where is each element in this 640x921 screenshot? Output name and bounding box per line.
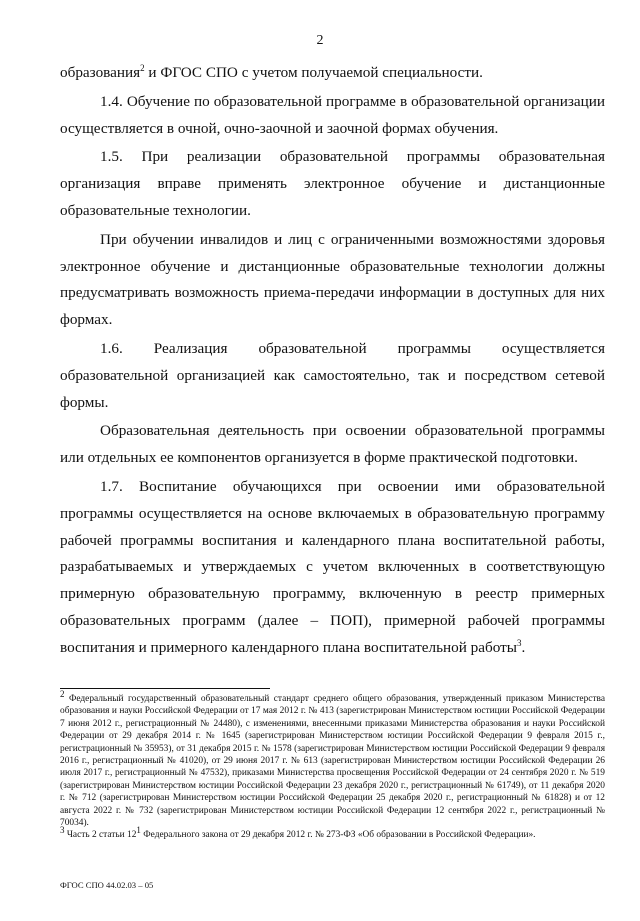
- paragraph: 1.6. Реализация образовательной программы осуществляется образовательной организацией как самостоятельно, так и посредством сетевой формы.: [60, 339, 605, 411]
- footnote: $^2$ Федеральный государственный образовательный стандарт среднего общего образования, утвержденный приказом Министерства образования и науки Российской Федерации от 17 мая 2012 г. № 413 (зарегистрирован Министерством юстиции Российской Федерации 7 июня 2012 г., регистрационный № 24480), с изменениями, внесенными приказами Министерства образования и науки Российской Федерации от 29 декабря 2014 г. № 1645 (зарегистрирован Министерством юстиции Российской Федерации 9 февраля 2015 г., регистрационный № 35953), от 31 декабря 2015 г. № 1578 (зарегистрирован Министерством юстиции Российской Федерации 9 февраля 2016 г., регистрационный № 41020), от 29 июня 2017 г. № 613 (зарегистрирован Министерством юстиции Российской Федерации 26 июля 2017 г., регистрационный № 47532), приказами Министерства просвещения Российской Федерации от 24 сентября 2020 г. № 519 (зарегистрирован Министерством юстиции Российской Федерации 23 декабря 2020 г., регистрационный № 61749), от 11 декабря 2020 г. № 712 (зарегистрирован Министерством юстиции Российской Федерации 25 декабря 2020 г., регистрационный № 61828) и от 12 августа 2022 г. № 732 (зарегистрирован Министерством юстиции Российской Федерации 12 сентября 2022 г., регистрационный № 70034).: [60, 688, 605, 829]
- paragraph: При обучении инвалидов и лиц с ограниченными возможностями здоровья электронное обучение и дистанционные образовательные технологии должны предусматривать возможность приема-передачи информации в доступных для них формах.: [60, 230, 605, 329]
- footnote-ref: 3: [516, 637, 522, 648]
- footnote: $^3$ Часть 2 статьи $12^1$ Федерального закона от 29 декабря 2012 г. № 273-ФЗ «Об образовании в Российской Федерации».: [60, 825, 536, 841]
- paragraph: Образовательная деятельность при освоении образовательной программы или отдельных ее компонентов организуется в форме практической подготовки.: [60, 422, 605, 467]
- page-number: 2: [316, 33, 324, 48]
- paragraph: образования$^2$ и ФГОС СПО с учетом получаемой специальности.: [60, 62, 483, 81]
- footnote-divider: [60, 688, 270, 689]
- paragraph: 1.4. Обучение по образовательной программе в образовательной организации осуществляется в очной, очно-заочной и заочной формах обучения.: [60, 92, 605, 137]
- footnote-ref: 2: [140, 62, 145, 73]
- main-text: [60, 60, 605, 662]
- page-footer: ФГОС СПО 44.02.03 – 05: [60, 880, 154, 890]
- paragraph: 1.5. При реализации образовательной программы образовательная организация вправе применять электронное обучение и дистанционные образовательные технологии.: [60, 148, 605, 219]
- paragraph: 1.7. Воспитание обучающихся при освоении ими образовательной программы осуществляется на основе включаемых в образовательную программу рабочей программы воспитания и календарного плана воспитательной работы, разрабатываемых и утверждаемых с учетом включенных в соответствующую примерную образовательную программу, включенную в реестр примерных образовательных программ (далее – ПОП), примерной рабочей программы воспитания и примерного календарного плана воспитательной работы$^3$.: [60, 477, 605, 656]
- footnotes: [60, 688, 605, 842]
